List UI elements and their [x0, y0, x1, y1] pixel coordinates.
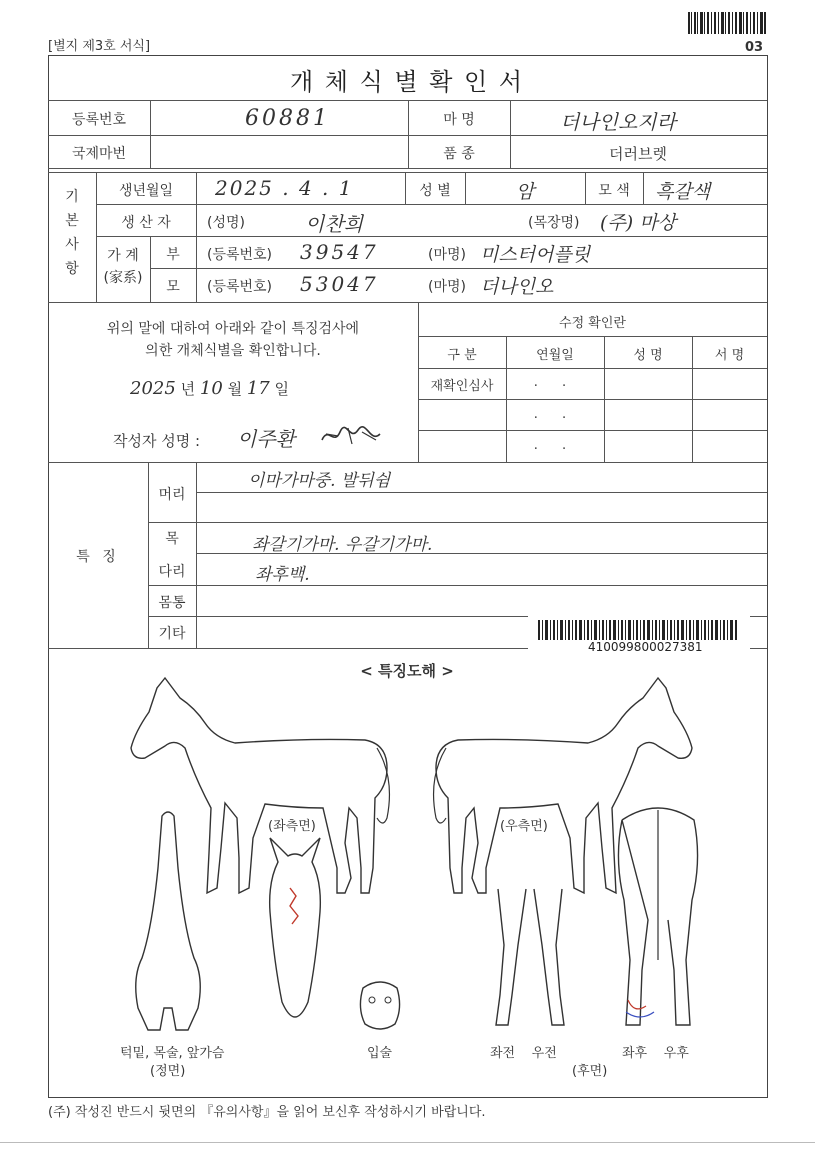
horse-name-label: 마 명: [443, 112, 475, 128]
writer-label: 작성자 성명 :: [113, 432, 201, 450]
sire-label: 부: [166, 247, 180, 263]
sex-value: 암: [515, 181, 535, 203]
dam-label: 모: [166, 279, 180, 295]
neck-value: 좌갈기가마. 우갈기가마.: [252, 535, 433, 555]
reg-no-value: 60881: [245, 106, 330, 131]
breeder-label: 생 산 자: [121, 215, 171, 231]
basic-section-label: 기 본 사 항: [65, 189, 79, 277]
reg-no-label: 등록번호: [71, 112, 127, 128]
hind-legs-caption: 좌후 우후: [622, 1046, 689, 1061]
front-legs-caption: 좌전 우전: [490, 1046, 557, 1061]
sire-name-value: 미스터어플릿: [480, 244, 591, 266]
breeder-name-label: (성명): [207, 215, 245, 231]
revision-header-kind: 구 분: [447, 348, 477, 363]
revision-header-name: 성 명: [633, 348, 663, 363]
front-caption: 턱밑, 목술, 앞가슴: [120, 1046, 225, 1061]
sire-reg-value: 39547: [300, 240, 379, 264]
lineage-label: 가 계 (家系): [103, 248, 143, 286]
sex-label: 성 별: [419, 183, 451, 199]
color-value: 흑갈색: [655, 181, 711, 203]
legs-label: 다리: [158, 564, 186, 580]
rear-view-caption: (후면): [572, 1064, 608, 1079]
head-value: 이마가마중. 발뒤쉼: [248, 471, 391, 491]
revision-row-kind: 재확인심사: [430, 379, 494, 394]
front-view-caption: (정면): [150, 1064, 186, 1079]
barcode-number: 410099800027381: [588, 640, 703, 654]
sticker-barcode: [538, 620, 738, 640]
dam-reg-label: (등록번호): [207, 279, 273, 295]
horse-front-legs-diagram: [490, 885, 570, 1035]
legs-value: 좌후백.: [255, 565, 310, 585]
farm-value: (주) 마상: [600, 212, 676, 234]
farm-label: (목장명): [528, 215, 580, 231]
horse-face-diagram: [260, 832, 330, 1032]
horse-front-diagram: [128, 808, 208, 1038]
muzzle-diagram: [355, 978, 405, 1034]
neck-label: 목: [165, 531, 179, 547]
diagram-title: < 특징도해 >: [360, 662, 454, 680]
revision-header-date: 연월일: [536, 348, 574, 363]
other-label: 기타: [158, 626, 186, 642]
right-side-caption: (우측면): [500, 819, 548, 834]
breed-value: 더러브렛: [609, 145, 667, 163]
document-title: 개 체 식 별 확 인 서: [289, 68, 525, 96]
intl-no-label: 국제마번: [71, 146, 127, 162]
sire-name-label: (마명): [428, 247, 466, 263]
head-label: 머리: [158, 487, 186, 503]
features-section-label: 특 징: [76, 549, 120, 565]
dam-name-value: 더나인오: [480, 276, 554, 298]
breed-label: 품 종: [443, 146, 475, 162]
revision-row-date: . .: [533, 375, 577, 390]
breeder-name-value: 이찬희: [305, 212, 363, 236]
revision-header-sign: 서 명: [714, 348, 745, 363]
writer-value: 이주환: [237, 427, 295, 451]
revision-row-date: . .: [533, 407, 577, 422]
horse-name-value: 더나인오지라: [560, 110, 676, 134]
dam-reg-value: 53047: [300, 272, 379, 296]
footer-note: (주) 작성진 반드시 뒷면의 『유의사항』을 읽어 보신후 작성하시기 바랍니다.: [48, 1105, 486, 1120]
muzzle-caption: 입술: [367, 1046, 393, 1061]
birth-value: 2025 . 4 . 1: [215, 176, 354, 200]
horse-rear-diagram: [612, 800, 704, 1035]
statement-line1: 위의 말에 대하여 아래와 같이 특징검사에: [106, 321, 360, 337]
confirm-date: 2025 년 10 월 17 일: [130, 378, 290, 399]
form-reference: [별지 제3호 서식]: [48, 39, 151, 54]
left-side-caption: (좌측면): [268, 819, 316, 834]
sire-reg-label: (등록번호): [207, 247, 273, 263]
revision-row-date: . .: [533, 438, 577, 453]
writer-signature: [318, 422, 384, 448]
dam-name-label: (마명): [428, 279, 466, 295]
color-label: 모 색: [598, 183, 630, 199]
statement-line2: 의한 개체식별을 확인합니다.: [145, 343, 321, 359]
page-number: 03: [745, 40, 764, 55]
birth-label: 생년월일: [118, 183, 174, 199]
top-barcode: [688, 12, 766, 34]
body-label: 몸통: [158, 595, 186, 611]
revision-title: 수정 확인란: [559, 316, 626, 331]
